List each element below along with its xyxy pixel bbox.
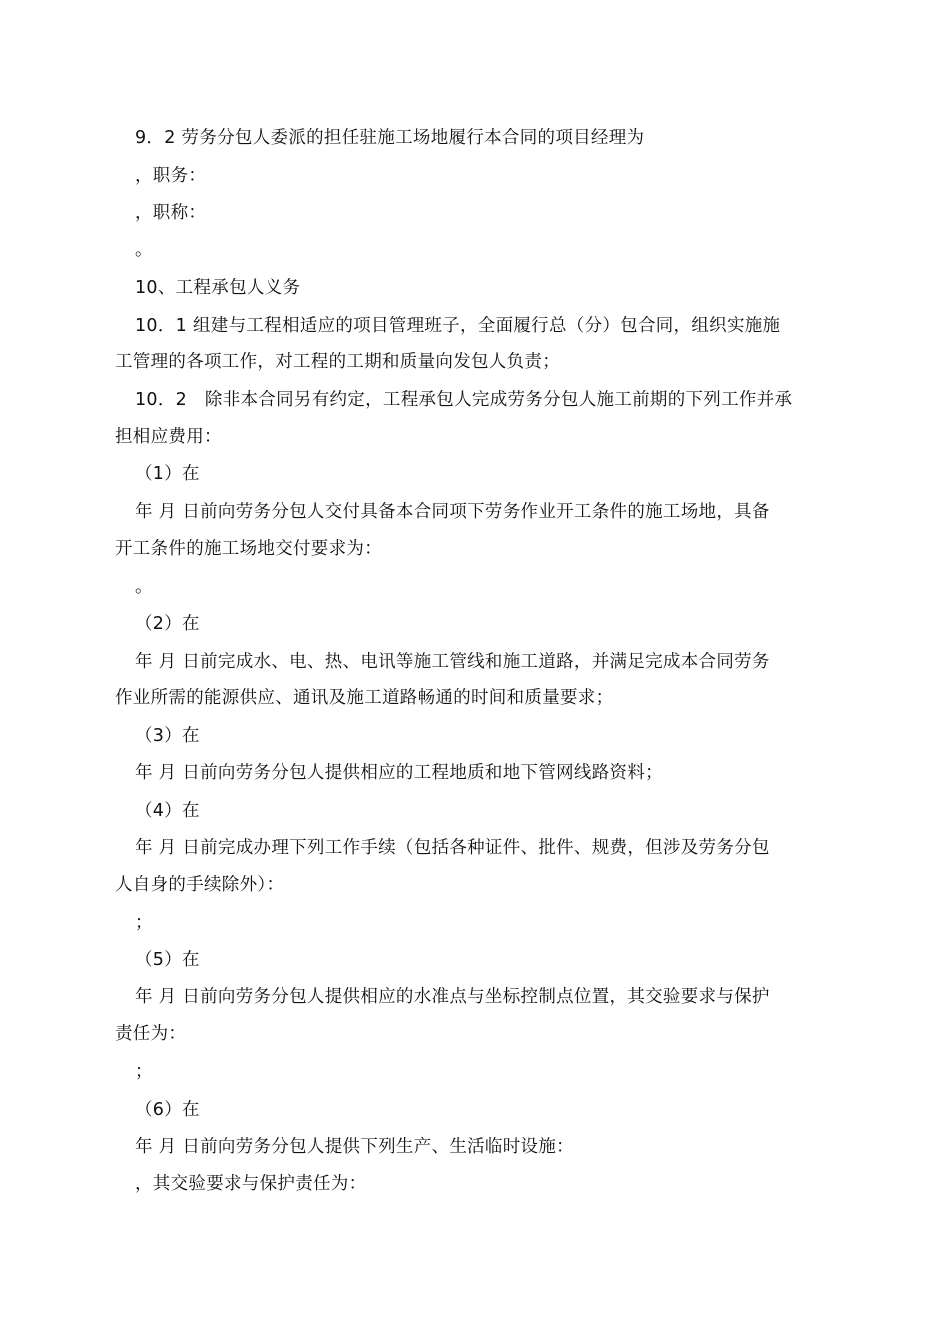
text-line: ； [135,913,153,933]
item-5: （5）在 [135,950,200,970]
text-line: ，职务： [135,166,207,186]
text-line: 年 月 日前向劳务分包人交付具备本合同项下劳务作业开工条件的施工场地，具备 [135,502,770,522]
clause-9-2: 9．2 劳务分包人委派的担任驻施工场地履行本合同的项目经理为 [135,128,645,148]
text-line: ； [135,1062,153,1082]
text-line: 年 月 日前完成水、电、热、电讯等施工管线和施工道路，并满足完成本合同劳务 [135,652,770,672]
text-line: 人自身的手续除外）： [115,875,285,895]
clause-10-1: 10．1 组建与工程相适应的项目管理班子，全面履行总（分）包合同，组织实施施 [135,316,781,336]
text-line: ，职称： [135,203,207,223]
item-6: （6）在 [135,1100,200,1120]
text-line: 责任为： [115,1024,187,1044]
text-line: 年 月 日前向劳务分包人提供下列生产、生活临时设施： [135,1137,574,1157]
text-line: 担相应费用： [115,427,222,447]
text-line: 开工条件的施工场地交付要求为： [115,539,382,559]
text-line: 工管理的各项工作，对工程的工期和质量向发包人负责； [115,352,560,372]
text-line: 年 月 日前完成办理下列工作手续（包括各种证件、批件、规费，但涉及劳务分包 [135,838,770,858]
text-line: 。 [135,240,153,260]
item-2: （2）在 [135,614,200,634]
text-line: 。 [135,577,153,597]
item-3: （3）在 [135,726,200,746]
text-line: 年 月 日前向劳务分包人提供相应的水准点与坐标控制点位置，其交验要求与保护 [135,987,770,1007]
clause-10-2: 10．2 除非本合同另有约定，工程承包人完成劳务分包人施工前期的下列工作并承 [135,390,793,410]
text-line: 作业所需的能源供应、通讯及施工道路畅通的时间和质量要求； [115,688,614,708]
item-4: （4）在 [135,801,200,821]
text-line: ，其交验要求与保护责任为： [135,1174,367,1194]
item-1: （1）在 [135,464,200,484]
section-heading: 10、工程承包人义务 [135,278,301,298]
text-line: 年 月 日前向劳务分包人提供相应的工程地质和地下管网线路资料； [135,763,663,783]
